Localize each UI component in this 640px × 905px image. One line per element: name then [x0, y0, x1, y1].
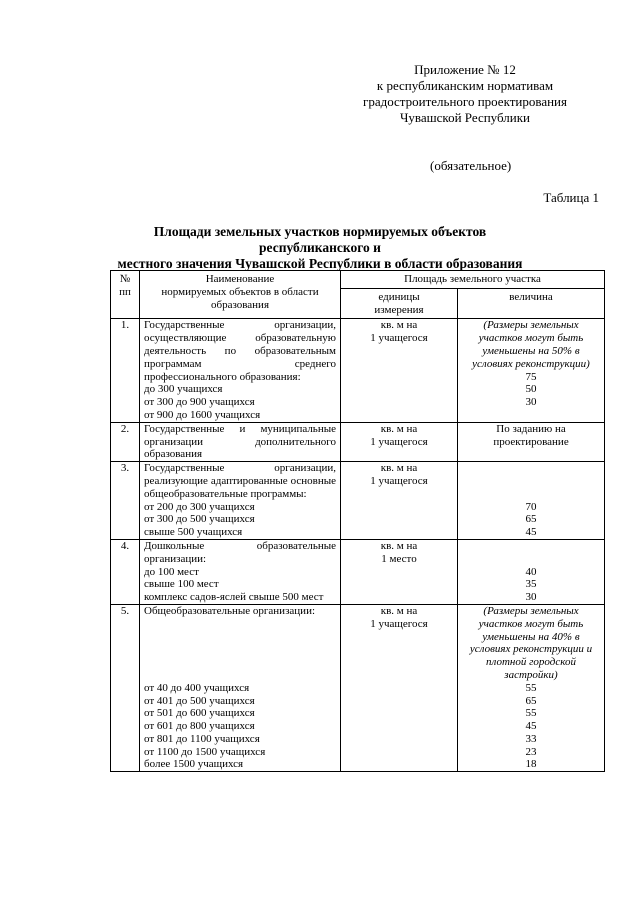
sub-item-value: 30	[525, 591, 537, 604]
header-unit	[341, 288, 458, 319]
spacer	[462, 488, 600, 501]
table-body	[111, 319, 605, 772]
appendix-header	[330, 62, 600, 126]
row-unit-line: 1 учащегося	[370, 332, 428, 345]
sub-item-value: 23	[525, 745, 537, 758]
header-name-line: нормируемых объектов в области	[161, 285, 319, 298]
sub-item-label: свыше 500 учащихся	[144, 526, 243, 539]
spacer	[462, 540, 600, 553]
row-unit-line: кв. м на	[380, 462, 418, 475]
row-unit	[341, 422, 458, 461]
sub-item-value: 75	[525, 370, 537, 383]
sub-item-value: 70	[525, 500, 537, 513]
row-unit	[341, 462, 458, 540]
header-name	[140, 271, 341, 319]
row-number: 3.	[111, 462, 140, 540]
spacer	[144, 643, 336, 656]
sub-item-label: от 1100 до 1500 учащихся	[144, 745, 266, 758]
sub-item-label: от 300 до 900 учащихся	[144, 396, 255, 409]
row-unit-line: кв. м на	[380, 539, 418, 552]
sub-item-label: от 40 до 400 учащихся	[144, 681, 250, 694]
table-row	[111, 462, 605, 540]
table-header-row	[111, 271, 605, 289]
header-area: Площадь земельного участка	[341, 271, 605, 289]
sub-item-label: более 1500 учащихся	[144, 758, 244, 771]
header-value: величина	[458, 288, 605, 319]
row-name-cell	[140, 319, 341, 422]
table-label: Таблица 1	[543, 190, 599, 205]
row-name: Государственные организации, осуществляющие образовательную деятельность по образовательным программам среднего профессионального образования:	[144, 319, 336, 383]
row-name: Государственные организации, реализующие адаптированные основные общеобразовательные программы:	[144, 462, 336, 500]
row-unit	[341, 319, 458, 422]
row-unit-line: 1 учащегося	[370, 435, 428, 448]
row-unit-line: 1 место	[381, 552, 417, 565]
row-name-cell	[140, 422, 341, 461]
spacer	[144, 669, 336, 682]
row-name: Дошкольные образовательные организации:	[144, 539, 336, 565]
row-number: 5.	[111, 604, 140, 771]
header-num-line: №	[119, 273, 131, 285]
row-number: 1.	[111, 319, 140, 422]
row-unit-line: кв. м на	[380, 604, 418, 617]
sub-item-value: 35	[525, 578, 537, 591]
row-value-cell	[458, 319, 605, 422]
row-name-cell	[140, 462, 341, 540]
row-value-cell	[458, 462, 605, 540]
sub-item-value: 40	[525, 565, 537, 578]
sub-item-label: от 601 до 800 учащихся	[144, 720, 255, 733]
row-name-cell	[140, 539, 341, 604]
sub-item-value: 65	[525, 513, 537, 526]
row-name-cell	[140, 604, 341, 771]
spacer	[462, 553, 600, 566]
spacer	[144, 656, 336, 669]
appendix-line: Чувашской Республики	[399, 110, 531, 125]
row-number: 2.	[111, 422, 140, 461]
sub-item-value: 55	[525, 707, 537, 720]
row-number: 4.	[111, 539, 140, 604]
header-num	[111, 271, 140, 319]
sub-item-value: 45	[525, 526, 537, 539]
sub-item-value: 33	[525, 732, 537, 745]
sub-item-label: свыше 100 мест	[144, 578, 219, 591]
sub-item-label: от 501 до 600 учащихся	[144, 707, 255, 720]
row-value-cell	[458, 604, 605, 771]
spacer	[144, 618, 336, 631]
row-value-text: По заданию на проектирование	[493, 422, 569, 448]
sub-item-label: от 900 до 1600 учащихся	[144, 408, 261, 421]
header-unit-line: единицы	[378, 290, 420, 303]
table-row	[111, 604, 605, 771]
sub-item-value: 45	[525, 720, 537, 733]
sub-item-label: от 801 до 1100 учащихся	[144, 732, 260, 745]
reduction-note: (Размеры земельных участков могут быть уменьшены на 50% в условиях реконструкции)	[472, 319, 590, 370]
row-name: Государственные и муниципальные организации дополнительного образования	[144, 422, 336, 461]
row-unit	[341, 539, 458, 604]
header-num-line: пп	[119, 285, 131, 298]
sub-item-label: от 401 до 500 учащихся	[144, 694, 255, 707]
table-row	[111, 422, 605, 461]
row-unit	[341, 604, 458, 771]
row-value-cell	[458, 422, 605, 461]
title-line: местного значения Чувашской Республики в области образования	[117, 256, 523, 271]
norms-table	[110, 270, 605, 772]
row-unit-line: 1 учащегося	[370, 474, 428, 487]
row-unit-line: кв. м на	[380, 422, 418, 435]
header-name-line: Наименование	[205, 273, 275, 285]
sub-item-value: 50	[525, 383, 537, 396]
row-value-cell	[458, 539, 605, 604]
appendix-line: Приложение № 12	[414, 62, 516, 77]
sub-item-value: 55	[525, 681, 537, 694]
table-row	[111, 319, 605, 422]
title-line: Площади земельных участков нормируемых объектов республиканского и	[153, 224, 487, 255]
sub-item-value: 30	[525, 396, 537, 409]
header-unit-line: измерения	[374, 303, 424, 316]
row-unit-line: кв. м на	[380, 319, 418, 332]
sub-item-label: комплекс садов-яслей свыше 500 мест	[144, 591, 324, 604]
spacer	[462, 462, 600, 475]
table-row	[111, 539, 605, 604]
sub-item-label: до 100 мест	[144, 565, 199, 578]
row-unit-line: 1 учащегося	[370, 617, 428, 630]
header-name-line: образования	[210, 298, 270, 311]
appendix-line: к республиканским нормативам	[376, 78, 554, 93]
spacer	[144, 631, 336, 644]
sub-item-label: от 200 до 300 учащихся	[144, 500, 255, 513]
sub-item-label: от 300 до 500 учащихся	[144, 513, 255, 526]
row-name: Общеобразовательные организации:	[144, 604, 316, 617]
sub-item-value: 65	[525, 694, 537, 707]
obligatory-label: (обязательное)	[430, 158, 512, 173]
sub-item-label: до 300 учащихся	[144, 383, 223, 396]
spacer	[462, 475, 600, 488]
appendix-line: градостроительного проектирования	[363, 94, 567, 109]
sub-item-value: 18	[525, 758, 537, 771]
reduction-note: (Размеры земельных участков могут быть уменьшены на 40% в условиях реконструкции и плотной городской застройки)	[469, 604, 593, 681]
document-title	[110, 224, 530, 272]
